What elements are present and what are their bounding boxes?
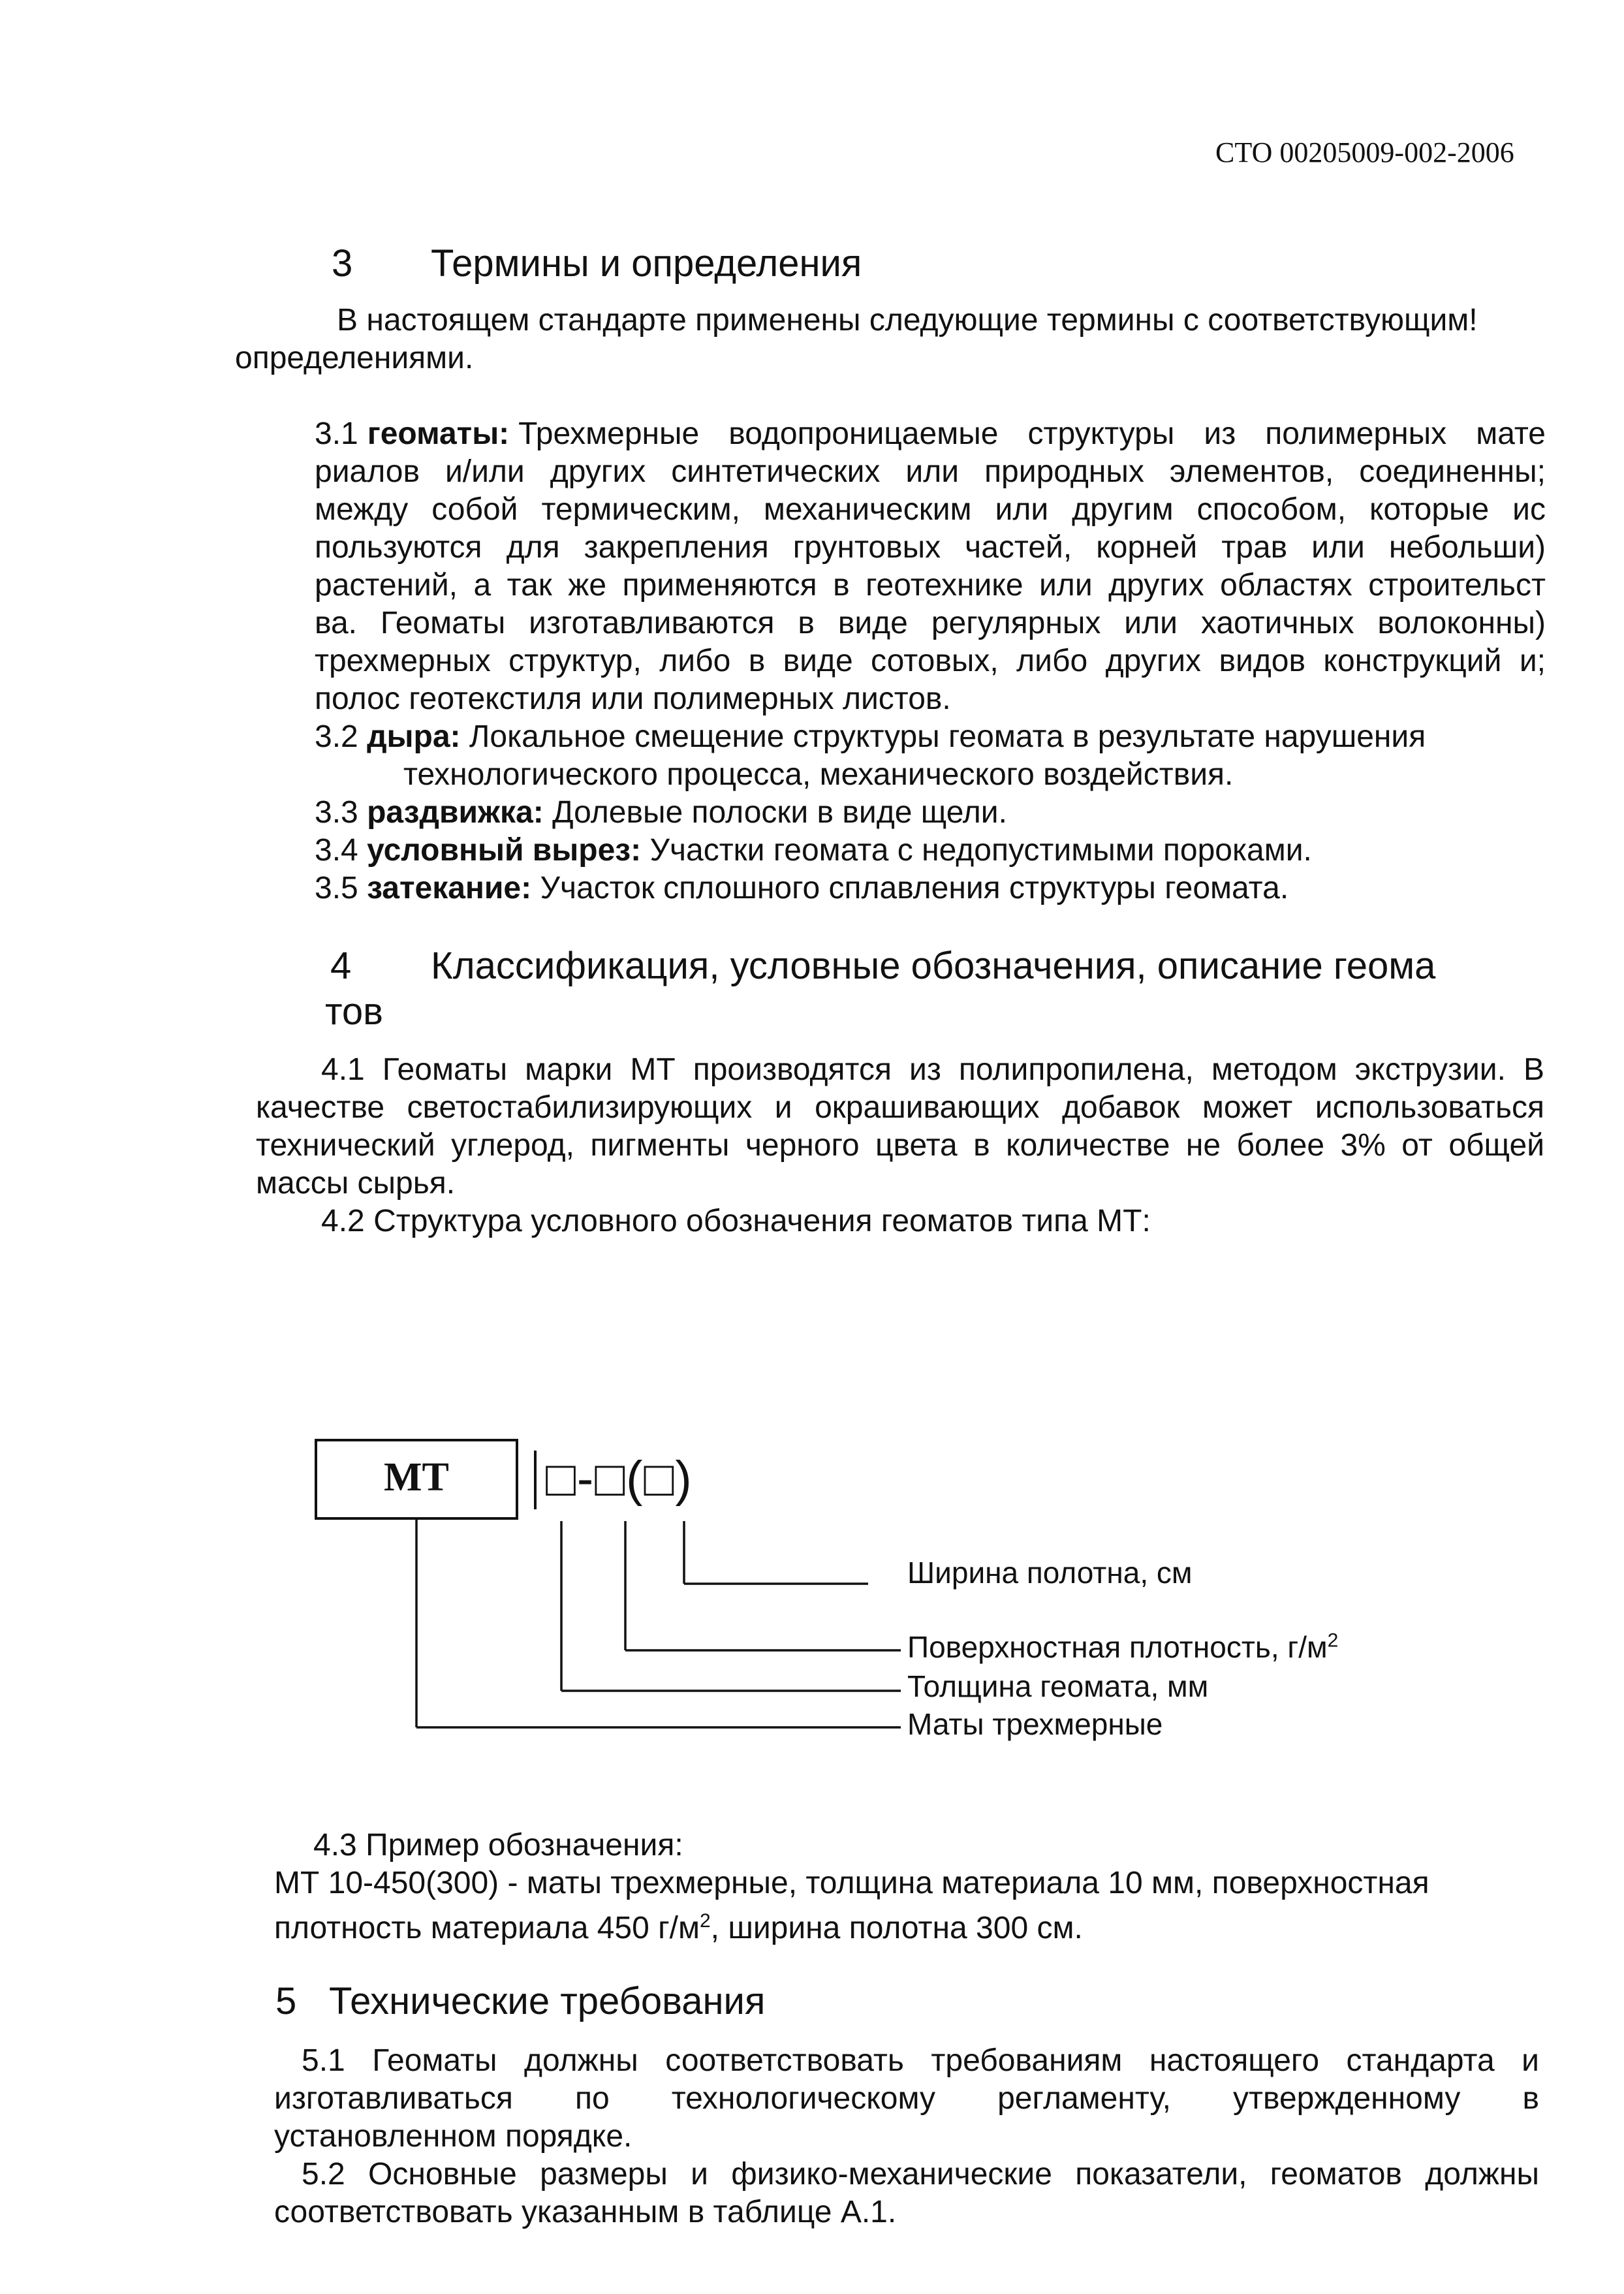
example-line2-text: плотность материала 450 г/м	[274, 1911, 700, 1945]
term-3-5-text: Участок сплошного сплавления структуры геомата.	[540, 871, 1289, 905]
term-3-2-text-line2: технологического процесса, механического воздействия.	[403, 757, 1234, 792]
document-number: СТО 00205009-002-2006	[1215, 136, 1514, 168]
term-3-2-number: 3.2	[315, 719, 358, 754]
paragraph-5-1-line3: установленном порядке.	[274, 2119, 632, 2154]
paragraph-5-1-line1: 5.1 Геоматы должны соответствовать требованиям настоящего стандарта и	[302, 2043, 1539, 2078]
term-3-1-line: ва. Геоматы изготавливаются в виде регулярных или хаотичных волоконны)	[315, 606, 1546, 640]
example-line2-tail: , ширина полотна 300 см.	[710, 1911, 1083, 1945]
term-3-3-term: раздвижка:	[367, 795, 544, 830]
term-3-5-number: 3.5	[315, 871, 358, 905]
paragraph-4-1-line: массы сырья.	[256, 1166, 456, 1201]
example-line2-sup: 2	[699, 1910, 711, 1932]
label-density-text: Поверхностная плотность, г/м	[907, 1630, 1328, 1664]
mt-box-label: МТ	[384, 1455, 449, 1500]
label-density-sup: 2	[1327, 1629, 1339, 1652]
term-3-4-text: Участки геомата с недопустимыми пороками.	[649, 833, 1312, 868]
section-4-number: 4	[330, 945, 352, 987]
example-line1: МТ 10-450(300) - маты трехмерные, толщина материала 10 мм, поверхностная	[274, 1866, 1429, 1900]
paragraph-4-1-line: технический углерод, пигменты черного цвета в количестве не более 3% от общей	[256, 1128, 1544, 1163]
paragraph-4-2: 4.2 Структура условного обозначения геоматов типа МТ:	[321, 1204, 1151, 1238]
label-density	[907, 1629, 1338, 1665]
section-3-title: Термины и определения	[431, 242, 862, 285]
code-pattern: □-□(□)	[546, 1451, 693, 1507]
section-5-title: Технические требования	[329, 1980, 766, 2022]
label-width: Ширина полотна, см	[907, 1556, 1193, 1590]
term-3-1-number: 3.1	[315, 416, 358, 451]
section-5-number: 5	[275, 1980, 297, 2022]
term-3-1-term: геоматы:	[367, 416, 510, 451]
section-3-number: 3	[332, 242, 353, 285]
section-3-intro-line2: определениями.	[235, 341, 474, 375]
paragraph-5-1-line2: изготавливаться по технологическому регламенту, утвержденному в	[274, 2081, 1539, 2116]
example-line2	[274, 1902, 1083, 1947]
leader-lines	[416, 1520, 901, 1727]
section-4-title: Классификация, условные обозначения, описание геома	[431, 945, 1436, 987]
term-3-1-line: трехмерных структур, либо в виде сотовых, либо других видов конструкций и;	[315, 644, 1546, 678]
paragraph-5-2-line2: соответствовать указанным в таблице А.1.	[274, 2195, 897, 2229]
term-3-1-line: пользуются для закрепления грунтовых частей, корней трав или небольши)	[315, 530, 1546, 565]
section-3-intro-line1: В настоящем стандарте применены следующие термины с соответствующим!	[337, 303, 1478, 338]
term-3-1-line: Трехмерные водопроницаемые структуры из полимерных мате	[518, 416, 1546, 451]
term-3-1-line: растений, а так же применяются в геотехнике или других областях строительст	[315, 568, 1546, 603]
term-3-1-line: между собой термическим, механическим или другим способом, которые ис	[315, 492, 1546, 527]
term-3-2-term: дыра:	[367, 719, 461, 754]
term-3-3-number: 3.3	[315, 795, 358, 830]
paragraph-4-1-line: качестве светостабилизирующих и окрашивающих добавок может использоваться	[256, 1090, 1544, 1125]
section-4-title-line2: тов	[325, 990, 383, 1033]
term-3-2-text: Локальное смещение структуры геомата в результате нарушения	[469, 719, 1426, 754]
term-3-1-line: полос геотекстиля или полимерных листов.	[315, 682, 951, 716]
term-3-5-term: затекание:	[367, 871, 532, 905]
label-thickness: Толщина геомата, мм	[907, 1669, 1209, 1703]
term-3-4-number: 3.4	[315, 833, 358, 868]
example-title: 4.3 Пример обозначения:	[313, 1828, 683, 1862]
term-3-1-line: риалов и/или других синтетических или природных элементов, соединенны;	[315, 454, 1546, 489]
paragraph-4-1-line: 4.1 Геоматы марки МТ производятся из полипропилена, методом экструзии. В	[321, 1052, 1544, 1087]
label-mats: Маты трехмерные	[907, 1707, 1163, 1741]
paragraph-5-2-line1: 5.2 Основные размеры и физико-механические показатели, геоматов должны	[302, 2157, 1539, 2192]
term-3-3-text: Долевые полоски в виде щели.	[552, 795, 1007, 830]
term-3-4-term: условный вырез:	[367, 833, 642, 868]
